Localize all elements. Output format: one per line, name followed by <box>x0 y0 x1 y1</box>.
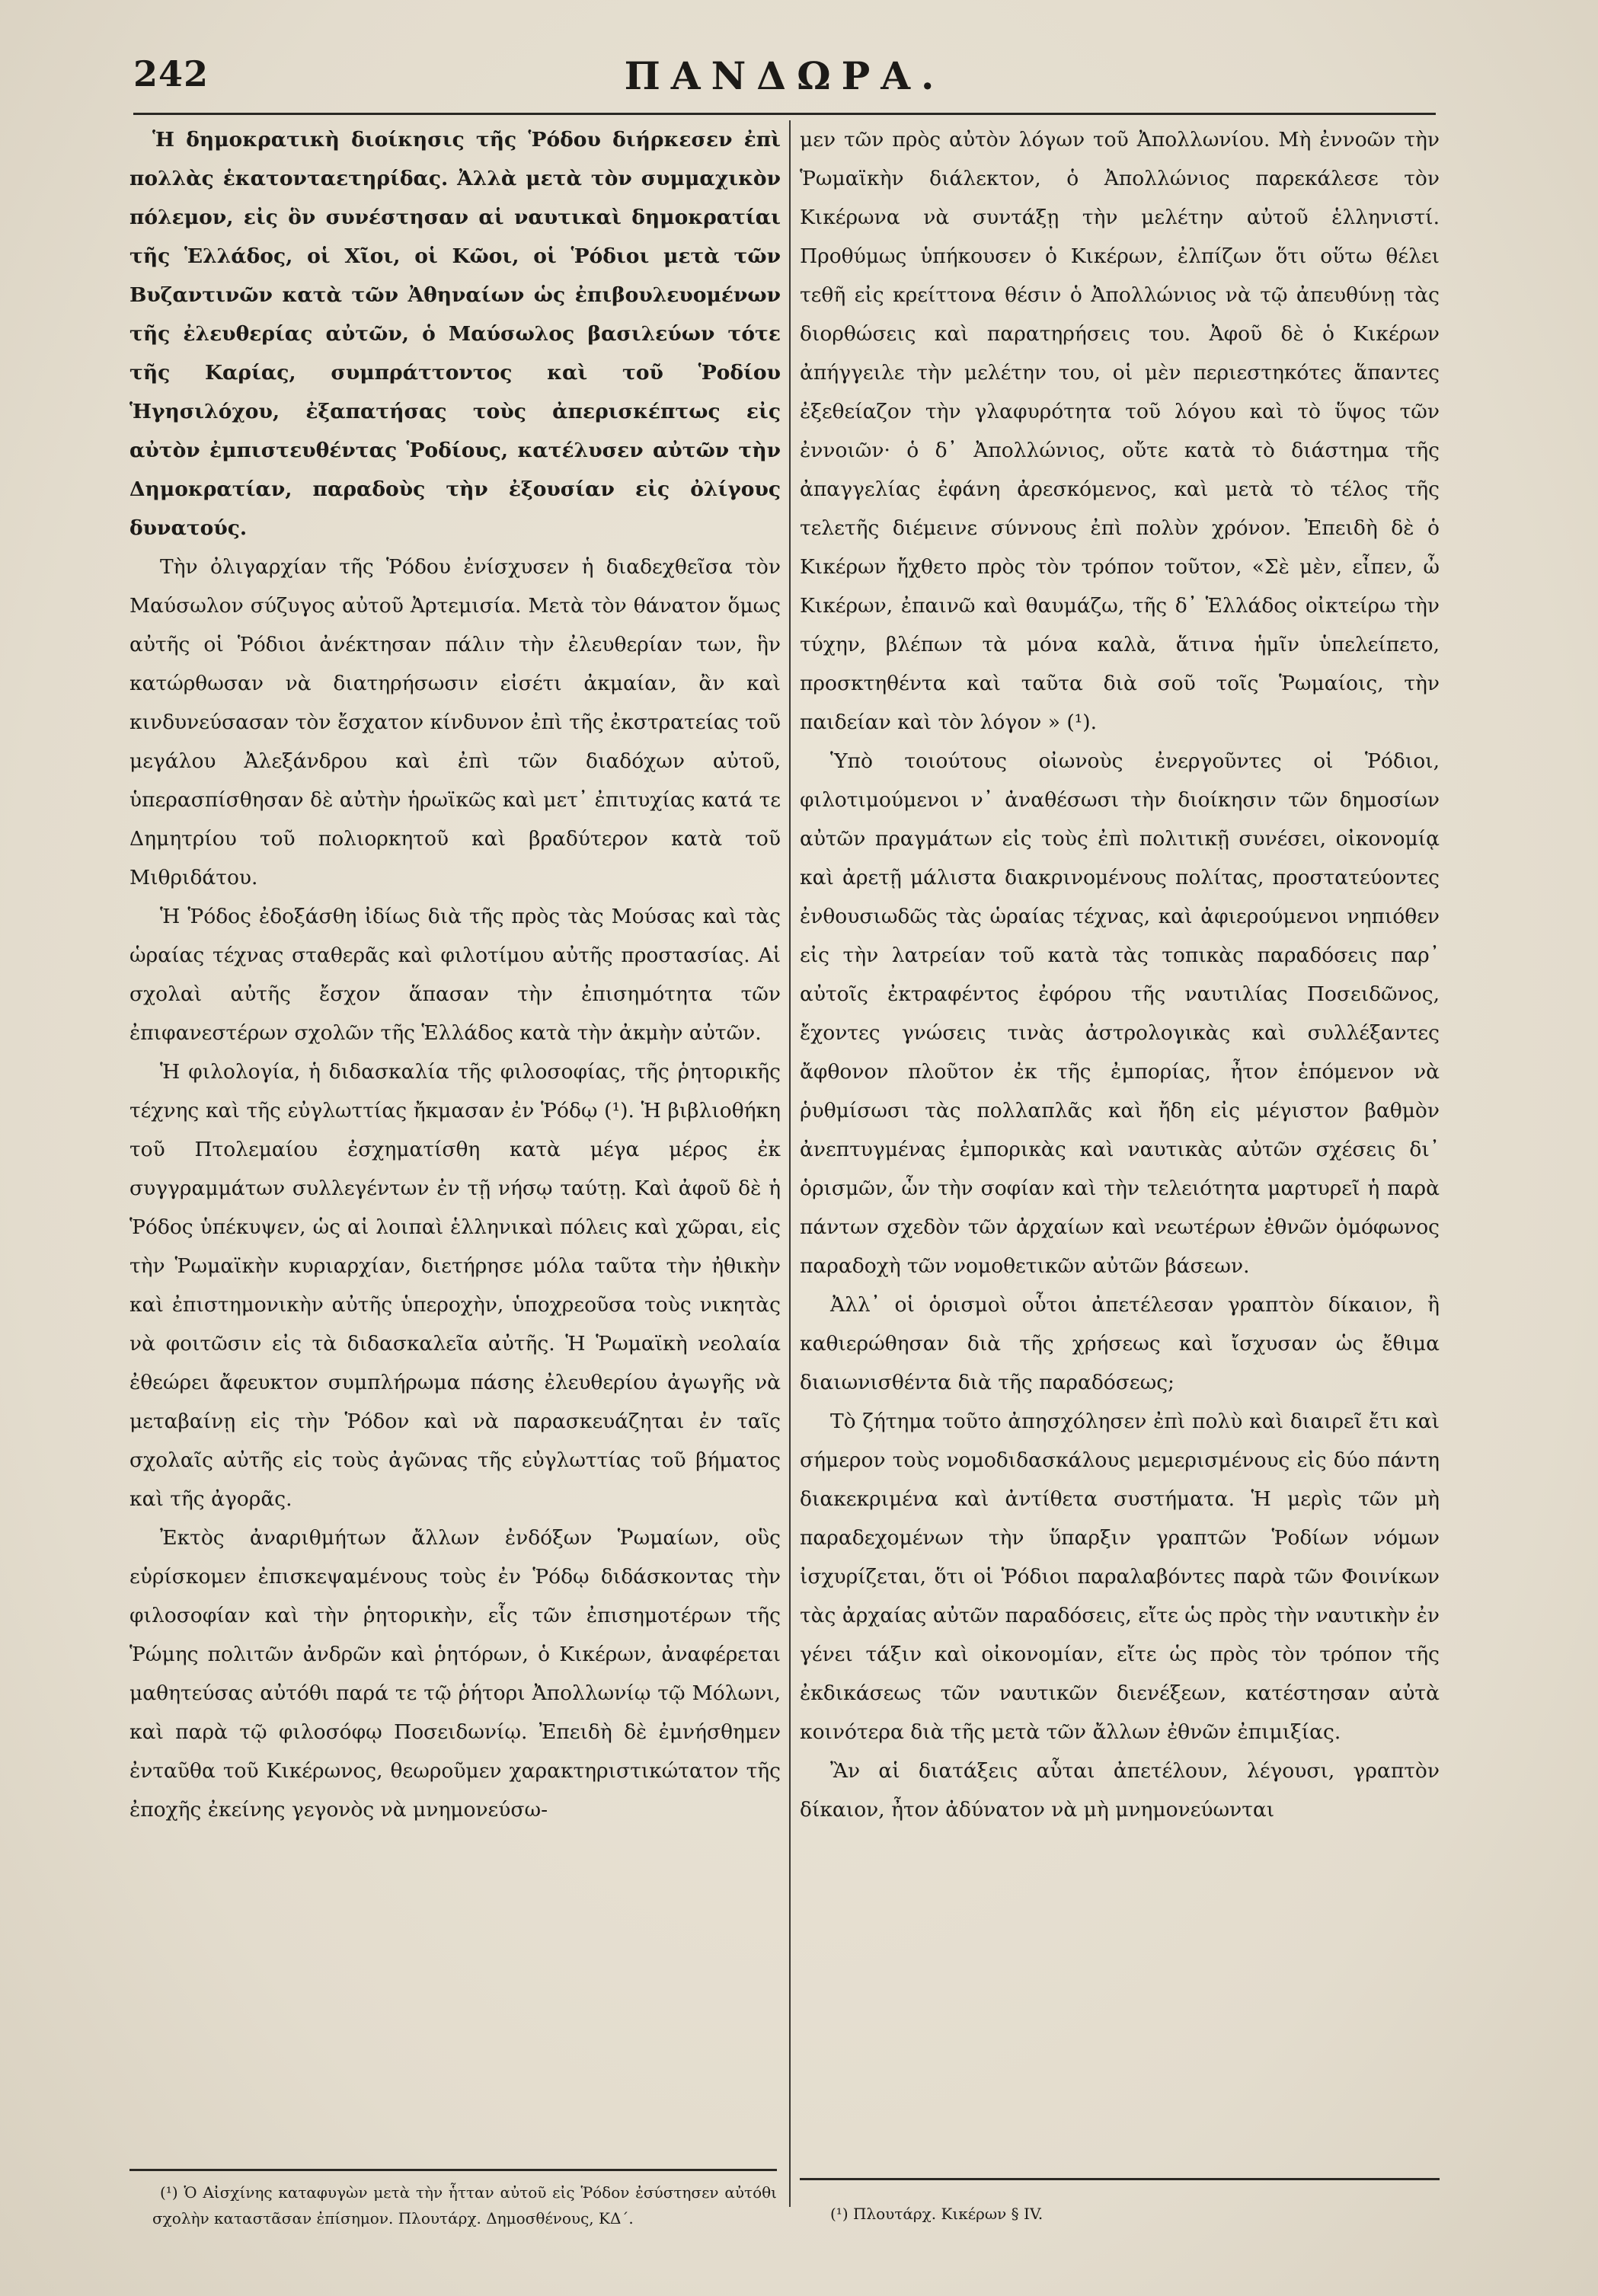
paragraph: μεν τῶν πρὸς αὐτὸν λόγων τοῦ Ἀπολλωνίου. Μὴ ἐννοῶν τὴν Ῥωμαϊκὴν διάλεκτον, ὁ Ἀπολλώνιος παρεκάλεσε τὸν Κικέρωνα νὰ συντάξῃ τὴν μελέτην αὐτοῦ ἑλληνιστί. Προθύμως ὑπήκουσεν ὁ Κικέρων, ἐλπίζων ὅτι οὕτω θέλει τεθῆ εἰς κρείττονα θέσιν ὁ Ἀπολλώνιος νὰ τῷ ἀπευθύνῃ τὰς διορθώσεις καὶ παρατηρήσεις του. Ἀφοῦ δὲ ὁ Κικέρων ἀπήγγειλε τὴν μελέτην του, οἱ μὲν περιεστηκότες ἅπαντες ἐξεθείαζον τὴν γλαφυρότητα τοῦ λόγου καὶ τὸ ὕψος τῶν ἐννοιῶν· ὁ δ᾽ Ἀπολλώνιος, οὔτε κατὰ τὸ διάστημα τῆς ἀπαγγελίας ἐφάνη ἀρεσκόμενος, καὶ μετὰ τὸ τέλος τῆς τελετῆς διέμεινε σύννους ἐπὶ πολὺν χρόνον. Ἐπειδὴ δὲ ὁ Κικέρων ἤχθετο πρὸς τὸν τρόπον τοῦτον, «Σὲ μὲν, εἶπεν, ὦ Κικέρων, ἐπαινῶ καὶ θαυμάζω, τῆς δ᾽ Ἑλλάδος οἰκτείρω τὴν τύχην, βλέπων τὰ μόνα καλὰ, ἅτινα ἡμῖν ὑπελείπετο, προσκτηθέντα καὶ ταῦτα διὰ σοῦ τοῖς Ῥωμαίοις, τὴν παιδείαν καὶ τὸν λόγον » (¹). <box>800 128 1440 734</box>
footnote-rule-left <box>129 2169 777 2171</box>
paragraph: Ὑπὸ τοιούτους οἰωνοὺς ἐνεργοῦντες οἱ Ῥόδιοι, φιλοτιμούμενοι ν᾽ ἀναθέσωσι τὴν διοίκησιν τῶν δημοσίων αὐτῶν πραγμάτων εἰς τοὺς ἐπὶ πολιτικῇ συνέσει, οἰκονομίᾳ καὶ ἀρετῇ μάλιστα διακρινομένους πολίτας, προστατεύοντες ἐνθουσιωδῶς τὰς ὡραίας τέχνας, καὶ ἀφιερούμενοι νηπιόθεν εἰς τὴν λατρείαν τοῦ κατὰ τὰς τοπικὰς παραδόσεις παρ᾽ αὐτοῖς ἐκτραφέντος ἐφόρου τῆς ναυτιλίας Ποσειδῶνος, ἔχοντες γνώσεις τινὰς ἀστρολογικὰς καὶ συλλέξαντες ἄφθονον πλοῦτον ἐκ τῆς ἐμπορίας, ἦτον ἑπόμενον νὰ ῥυθμίσωσι τὰς πολλαπλᾶς καὶ ἤδη εἰς μέγιστον βαθμὸν ἀνεπτυγμένας ἐμπορικὰς καὶ ναυτικὰς αὐτῶν σχέσεις δι᾽ ὁρισμῶν, ὧν τὴν σοφίαν καὶ τὴν τελειότητα μαρτυρεῖ ἡ παρὰ πάντων σχεδὸν τῶν ἀρχαίων καὶ νεωτέρων ἐθνῶν ὁμόφωνος παραδοχὴ τῶν νομοθετικῶν αὐτῶν βάσεων. <box>800 749 1440 1278</box>
paragraph: Τὴν ὀλιγαρχίαν τῆς Ῥόδου ἐνίσχυσεν ἡ διαδεχθεῖσα τὸν Μαύσωλον σύζυγος αὐτοῦ Ἀρτεμισία. Μετὰ τὸν θάνατον ὅμως αὐτῆς οἱ Ῥόδιοι ἀνέκτησαν πάλιν τὴν ἐλευθερίαν των, ἣν κατώρθωσαν νὰ διατηρήσωσιν εἰσέτι ἀκμαίαν, ἂν καὶ κινδυνεύσασαν τὸν ἔσχατον κίνδυνον ἐπὶ τῆς ἐκστρατείας τοῦ μεγάλου Ἀλεξάνδρου καὶ ἐπὶ τῶν διαδόχων αὐτοῦ, ὑπερασπίσθησαν δὲ αὐτὴν ἡρωϊκῶς καὶ μετ᾽ ἐπιτυχίας κατά τε Δημητρίου τοῦ πολιορκητοῦ καὶ βραδύτερον κατὰ τοῦ Μιθριδάτου. <box>129 555 781 889</box>
paragraph: Ἐκτὸς ἀναριθμήτων ἄλλων ἐνδόξων Ῥωμαίων, οὓς εὑρίσκομεν ἐπισκεψαμένους τοὺς ἐν Ῥόδῳ διδάσκοντας τὴν φιλοσοφίαν καὶ τὴν ῥητορικὴν, εἷς τῶν ἐπισημοτέρων τῆς Ῥώμης πολιτῶν ἀνδρῶν καὶ ῥητόρων, ὁ Κικέρων, ἀναφέρεται μαθητεύσας αὐτόθι παρά τε τῷ ῥήτορι Ἀπολλωνίῳ τῷ Μόλωνι, καὶ παρὰ τῷ φιλοσόφῳ Ποσειδωνίῳ. Ἐπειδὴ δὲ ἐμνήσθημεν ἐνταῦθα τοῦ Κικέρωνος, θεωροῦμεν χαρακτηριστικώτατον τῆς ἐποχῆς ἐκείνης γεγονὸς νὰ μνημονεύσω- <box>129 1526 781 1822</box>
paragraph: Ἡ Ῥόδος ἐδοξάσθη ἰδίως διὰ τῆς πρὸς τὰς Μούσας καὶ τὰς ὡραίας τέχνας σταθερᾶς καὶ φιλοτίμου αὐτῆς προστασίας. Αἱ σχολαὶ αὐτῆς ἔσχον ἅπασαν τὴν ἐπισημότητα τῶν ἐπιφανεστέρων σχολῶν τῆς Ἑλλάδος κατὰ τὴν ἀκμὴν αὐτῶν. <box>129 905 781 1045</box>
footnote-rule-right <box>800 2178 1440 2180</box>
footnote-right: (¹) Πλουτάρχ. Κικέρων § IV. <box>830 2205 1043 2223</box>
page-header <box>133 53 1436 107</box>
header-rule <box>133 113 1436 115</box>
left-column <box>129 120 781 1829</box>
paragraph: Ἡ δημοκρατικὴ διοίκησις τῆς Ῥόδου διήρκεσεν ἐπὶ πολλὰς ἑκατονταετηρίδας. Ἀλλὰ μετὰ τὸν συμμαχικὸν πόλεμον, εἰς ὃν συνέστησαν αἱ ναυτικαὶ δημοκρατίαι τῆς Ἑλλάδος, οἱ Χῖοι, οἱ Κῶοι, οἱ Ῥόδιοι μετὰ τῶν Βυζαντινῶν κατὰ τῶν Ἀθηναίων ὡς ἐπιβουλευομένων τῆς ἐλευθερίας αὐτῶν, ὁ Μαύσωλος βασιλεύων τότε τῆς Καρίας, συμπράττοντος καὶ τοῦ Ῥοδίου Ἡγησιλόχου, ἐξαπατήσας τοὺς ἀπερισκέπτως εἰς αὐτὸν ἐμπιστευθέντας Ῥοδίους, κατέλυσεν αὐτῶν τὴν Δημοκρατίαν, παραδοὺς τὴν ἐξουσίαν εἰς ὀλίγους δυνατούς. <box>129 128 781 540</box>
paragraph: Ἡ φιλολογία, ἡ διδασκαλία τῆς φιλοσοφίας, τῆς ῥητορικῆς τέχνης καὶ τῆς εὐγλωττίας ἤκμασαν ἐν Ῥόδῳ (¹). Ἡ βιβλιοθήκη τοῦ Πτολεμαίου ἐσχηματίσθη κατὰ μέγα μέρος ἐκ συγγραμμάτων συλλεγέντων ἐν τῇ νήσῳ ταύτῃ. Καὶ ἀφοῦ δὲ ἡ Ῥόδος ὑπέκυψεν, ὡς αἱ λοιπαὶ ἑλληνικαὶ πόλεις καὶ χῶραι, εἰς τὴν Ῥωμαϊκὴν κυριαρχίαν, διετήρησε μόλα ταῦτα τὴν ἠθικὴν καὶ ἐπιστημονικὴν αὐτῆς ὑπεροχὴν, ὑποχρεοῦσα τοὺς νικητὰς νὰ φοιτῶσιν εἰς τὰ διδασκαλεῖα αὐτῆς. Ἡ Ῥωμαϊκὴ νεολαία ἐθεώρει ἄφευκτον συμπλήρωμα πάσης ἐλευθερίου ἀγωγῆς νὰ μεταβαίνῃ εἰς τὴν Ῥόδον καὶ νὰ παρασκευάζηται ἐν ταῖς σχολαῖς αὐτῆς εἰς τοὺς ἀγῶνας τῆς εὐγλωττίας τοῦ βήματος καὶ τῆς ἀγορᾶς. <box>129 1060 781 1511</box>
footnote-left: (¹) Ὁ Αἰσχίνης καταφυγὼν μετὰ τὴν ἧτταν αὐτοῦ εἰς Ῥόδον ἐσύστησεν αὐτόθι σχολὴν καταστᾶσαν ἐπίσημον. Πλουτάρχ. Δημοσθένους, ΚΔ΄. <box>152 2183 777 2227</box>
page-number: 242 <box>133 53 209 94</box>
paragraph: Ἂν αἱ διατάξεις αὗται ἀπετέλουν, λέγουσι, γραπτὸν δίκαιον, ἦτον ἀδύνατον νὰ μὴ μνημονεύωνται <box>800 1759 1440 1822</box>
paragraph: Ἀλλ᾽ οἱ ὁρισμοὶ οὗτοι ἀπετέλεσαν γραπτὸν δίκαιον, ἢ καθιερώθησαν διὰ τῆς χρήσεως καὶ ἴσχυσαν ὡς ἔθιμα διαιωνισθέντα διὰ τῆς παραδόσεως; <box>800 1293 1440 1394</box>
column-divider <box>789 120 791 2207</box>
right-column <box>800 120 1440 1829</box>
running-title: ΠΑΝΔΩΡΑ. <box>624 53 945 98</box>
paragraph: Τὸ ζήτημα τοῦτο ἀπησχόλησεν ἐπὶ πολὺ καὶ διαιρεῖ ἔτι καὶ σήμερον τοὺς νομοδιδασκάλους μεμερισμένους εἰς δύο πάντη διακεκριμένα καὶ ἀντίθετα συστήματα. Ἡ μερὶς τῶν μὴ παραδεχομένων τὴν ὕπαρξιν γραπτῶν Ῥοδίων νόμων ἰσχυρίζεται, ὅτι οἱ Ῥόδιοι παραλαβόντες παρὰ τῶν Φοινίκων τὰς ἀρχαίας αὐτῶν παραδόσεις, εἴτε ὡς πρὸς τὴν ναυτικὴν ἐν γένει τάξιν καὶ οἰκονομίαν, εἴτε ὡς πρὸς τὸν τρόπον τῆς ἐκδικάσεως τῶν ναυτικῶν διενέξεων, κατέστησαν αὐτὰ κοινότερα διὰ τῆς μετὰ τῶν ἄλλων ἐθνῶν ἐπιμιξίας. <box>800 1410 1440 1744</box>
